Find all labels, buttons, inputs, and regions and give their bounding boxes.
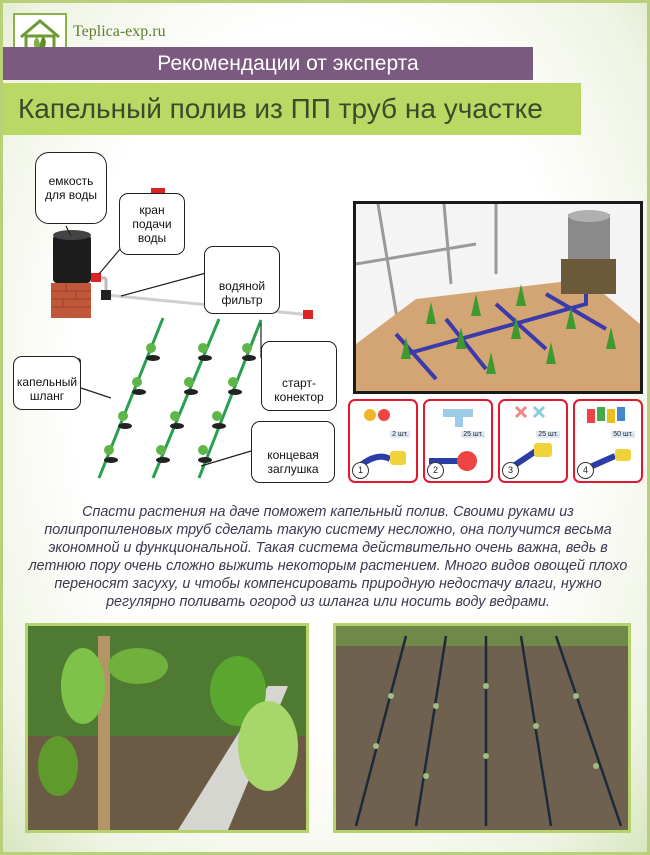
brick-stand-icon bbox=[51, 283, 91, 318]
parts-strip bbox=[348, 399, 644, 483]
drip-system-diagram bbox=[11, 148, 346, 493]
callout-starter-label: старт- конектор bbox=[274, 376, 324, 404]
callout-plug bbox=[251, 421, 335, 483]
callout-hose bbox=[13, 356, 81, 410]
part-number-1: 1 bbox=[352, 462, 369, 479]
part-count-4: 50 шт. bbox=[613, 431, 633, 438]
valve-icon bbox=[91, 273, 101, 282]
callout-starter bbox=[261, 341, 337, 411]
callout-valve bbox=[119, 193, 185, 255]
callout-filter bbox=[204, 246, 280, 314]
pepper-photo bbox=[25, 623, 309, 833]
callout-tank bbox=[35, 152, 107, 224]
drip-rows-photo bbox=[333, 623, 631, 833]
part-number-4: 4 bbox=[577, 462, 594, 479]
filter-icon bbox=[101, 290, 111, 300]
part-count-3: 25 шт. bbox=[538, 431, 558, 438]
part-count-1: 2 шт. bbox=[392, 431, 408, 438]
part-number-3: 3 bbox=[502, 462, 519, 479]
site-name[interactable]: Teplica-exp.ru bbox=[73, 23, 166, 40]
intro-paragraph: Спасти растения на даче поможет капельный полив. Своими руками из полипропиленовых труб сделать такую систему несложно, она получится весьма экономной и функциональной. Такая система действительно очень важна, ведь в летнюю пору очень сложно выжить некоторым растением. Много видов овощей плохо переносят засуху, и чтобы компенсировать природную недостачу влаги, нужно регулярно поливать огород из шланга или носить воду ведрами. bbox=[28, 504, 628, 610]
category-banner bbox=[3, 47, 533, 80]
part-number-2: 2 bbox=[427, 462, 444, 479]
part-card-4 bbox=[573, 399, 643, 483]
greenhouse-drip-illustration bbox=[356, 204, 640, 391]
page-title: Капельный полив из ПП труб на участке bbox=[18, 93, 543, 124]
pepper-plants-image bbox=[28, 626, 306, 830]
callout-filter-label: водяной фильтр bbox=[218, 279, 266, 307]
greenhouse-render-image bbox=[353, 201, 643, 394]
category-label: Рекомендации от эксперта bbox=[157, 52, 419, 75]
part-count-2: 25 шт. bbox=[463, 431, 483, 438]
water-tank-icon bbox=[53, 235, 91, 283]
callout-hose-label: капельный шланг bbox=[16, 375, 78, 403]
callout-tank-label: емкость для воды bbox=[44, 174, 98, 202]
callout-valve-label: кран подачи воды bbox=[132, 203, 172, 245]
callout-plug-label: концевая заглушка bbox=[267, 448, 319, 476]
part-card-2 bbox=[423, 399, 493, 483]
drip-hoses bbox=[99, 318, 261, 478]
title-banner bbox=[3, 83, 581, 135]
part-card-1 bbox=[348, 399, 418, 483]
garden-drip-lines-image bbox=[336, 626, 628, 830]
part-card-3 bbox=[498, 399, 568, 483]
